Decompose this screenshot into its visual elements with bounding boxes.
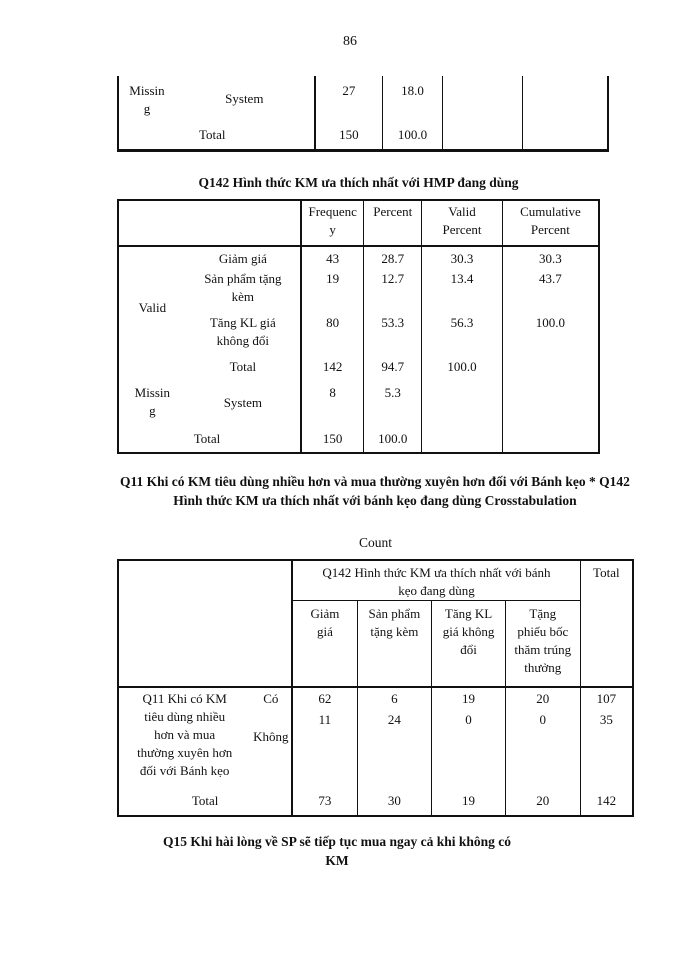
- crosstab-row-total: 107: [580, 687, 633, 711]
- crosstab-total-label: Total: [118, 788, 292, 816]
- fragment-system-label: System: [175, 76, 315, 124]
- q15-title: Q15 Khi hài lòng về SP sẽ tiếp tục mua ngay cả khi không có KM: [162, 834, 512, 868]
- q142-header-cumulative-percent: Cumulative Percent: [502, 200, 599, 246]
- crosstab-cell: 62: [292, 687, 357, 711]
- q142-header-valid-percent: Valid Percent: [422, 200, 503, 246]
- q142-row-label: Tăng KL giá không đổi: [186, 314, 301, 358]
- fragment-empty-cell: [522, 124, 608, 150]
- q142-missing-label: Missin g: [118, 382, 186, 428]
- fragment-empty-cell: [522, 76, 608, 124]
- crosstab-column-header: Giảm giá: [292, 601, 357, 687]
- fragment-missing-label: Missin g: [129, 83, 165, 116]
- crosstab-total-cell: 19: [432, 788, 506, 816]
- q142-row-valid-percent: 13.4: [422, 270, 503, 314]
- crosstab-column-group-label: Q142 Hình thức KM ưa thích nhất với bánh kẹo đang dùng: [292, 560, 580, 601]
- fragment-total-label: Total: [175, 124, 315, 150]
- q142-empty-cell: [422, 382, 503, 428]
- crosstab-row-label: Có: [250, 687, 292, 711]
- crosstab-column-header: Sản phẩm tặng kèm: [357, 601, 432, 687]
- table-fragment: [117, 76, 609, 152]
- q142-row-percent: 94.7: [364, 358, 422, 382]
- q142-empty-cell: [422, 428, 503, 453]
- fragment-total-frequency: 150: [315, 124, 383, 150]
- q142-row-label: Sản phẩm tặng kèm: [186, 270, 301, 314]
- q142-row-percent: 28.7: [364, 246, 422, 270]
- crosstab-cell: 20: [505, 687, 580, 711]
- q142-valid-label: Valid: [118, 246, 186, 382]
- crosstab-row-group-label: Q11 Khi có KM tiêu dùng nhiều hơn và mua thường xuyên hơn đối với Bánh kẹo: [118, 687, 250, 788]
- crosstab-count-label: Count: [358, 535, 392, 550]
- q142-table: [117, 199, 600, 454]
- crosstab-total-cell: 73: [292, 788, 357, 816]
- fragment-empty-cell: [118, 124, 175, 150]
- q142-row-valid-percent: 30.3: [422, 246, 503, 270]
- q142-total-label: Total: [186, 428, 301, 453]
- q142-header-percent: Percent: [364, 200, 422, 246]
- q142-row-cumulative-percent: 43.7: [502, 270, 599, 314]
- q142-empty-cell: [502, 382, 599, 428]
- q142-total-percent: 100.0: [364, 428, 422, 453]
- crosstab-cell: 0: [432, 711, 506, 788]
- fragment-system-percent: 18.0: [383, 76, 443, 124]
- q142-header-blank: [118, 200, 301, 246]
- q142-row-valid-percent: 100.0: [422, 358, 503, 382]
- crosstab-total-header: Total: [580, 560, 633, 687]
- q142-row-percent: 53.3: [364, 314, 422, 358]
- q142-empty-cell: [502, 428, 599, 453]
- q142-row-cumulative-percent: 100.0: [502, 314, 599, 358]
- fragment-empty-cell: [442, 124, 522, 150]
- crosstab-table: [117, 559, 634, 817]
- fragment-total-percent: 100.0: [383, 124, 443, 150]
- crosstab-column-header: Tặng phiếu bốc thăm trúng thưởng: [505, 601, 580, 687]
- q142-title: Q142 Hình thức KM ưa thích nhất với HMP đang dùng: [198, 175, 519, 190]
- q142-row-cumulative-percent: 30.3: [502, 246, 599, 270]
- crosstab-row-total: 35: [580, 711, 633, 788]
- crosstab-cell: 0: [505, 711, 580, 788]
- q142-row-frequency: 142: [301, 358, 364, 382]
- crosstab-total-cell: 20: [505, 788, 580, 816]
- q142-empty-cell: [118, 428, 186, 453]
- q142-row-valid-percent: 56.3: [422, 314, 503, 358]
- crosstab-title: Q11 Khi có KM tiêu dùng nhiều hơn và mua thường xuyên hơn đối với Bánh kẹo * Q142 Hình thức KM ưa thích nhất với bánh kẹo đang dùng Crosstabulation: [120, 474, 630, 508]
- q142-header-frequency: Frequenc y: [301, 200, 364, 246]
- crosstab-cell: 24: [357, 711, 432, 788]
- q142-total-frequency: 150: [301, 428, 364, 453]
- crosstab-cell: 19: [432, 687, 506, 711]
- q142-system-percent: 5.3: [364, 382, 422, 428]
- q142-row-frequency: 19: [301, 270, 364, 314]
- q142-system-frequency: 8: [301, 382, 364, 428]
- fragment-system-frequency: 27: [315, 76, 383, 124]
- crosstab-grand-total: 142: [580, 788, 633, 816]
- page-number: 86: [343, 34, 357, 49]
- q142-row-frequency: 43: [301, 246, 364, 270]
- crosstab-header-blank: [118, 560, 292, 687]
- q142-row-frequency: 80: [301, 314, 364, 358]
- fragment-empty-cell: [442, 76, 522, 124]
- q142-row-cumulative-percent: [502, 358, 599, 382]
- q142-row-label: Giảm giá: [186, 246, 301, 270]
- crosstab-row-label: Không: [250, 711, 292, 788]
- crosstab-cell: 11: [292, 711, 357, 788]
- q142-system-label: System: [186, 382, 301, 428]
- crosstab-column-header: Tăng KL giá không đổi: [432, 601, 506, 687]
- crosstab-total-cell: 30: [357, 788, 432, 816]
- q142-row-percent: 12.7: [364, 270, 422, 314]
- q142-row-label: Total: [186, 358, 301, 382]
- crosstab-cell: 6: [357, 687, 432, 711]
